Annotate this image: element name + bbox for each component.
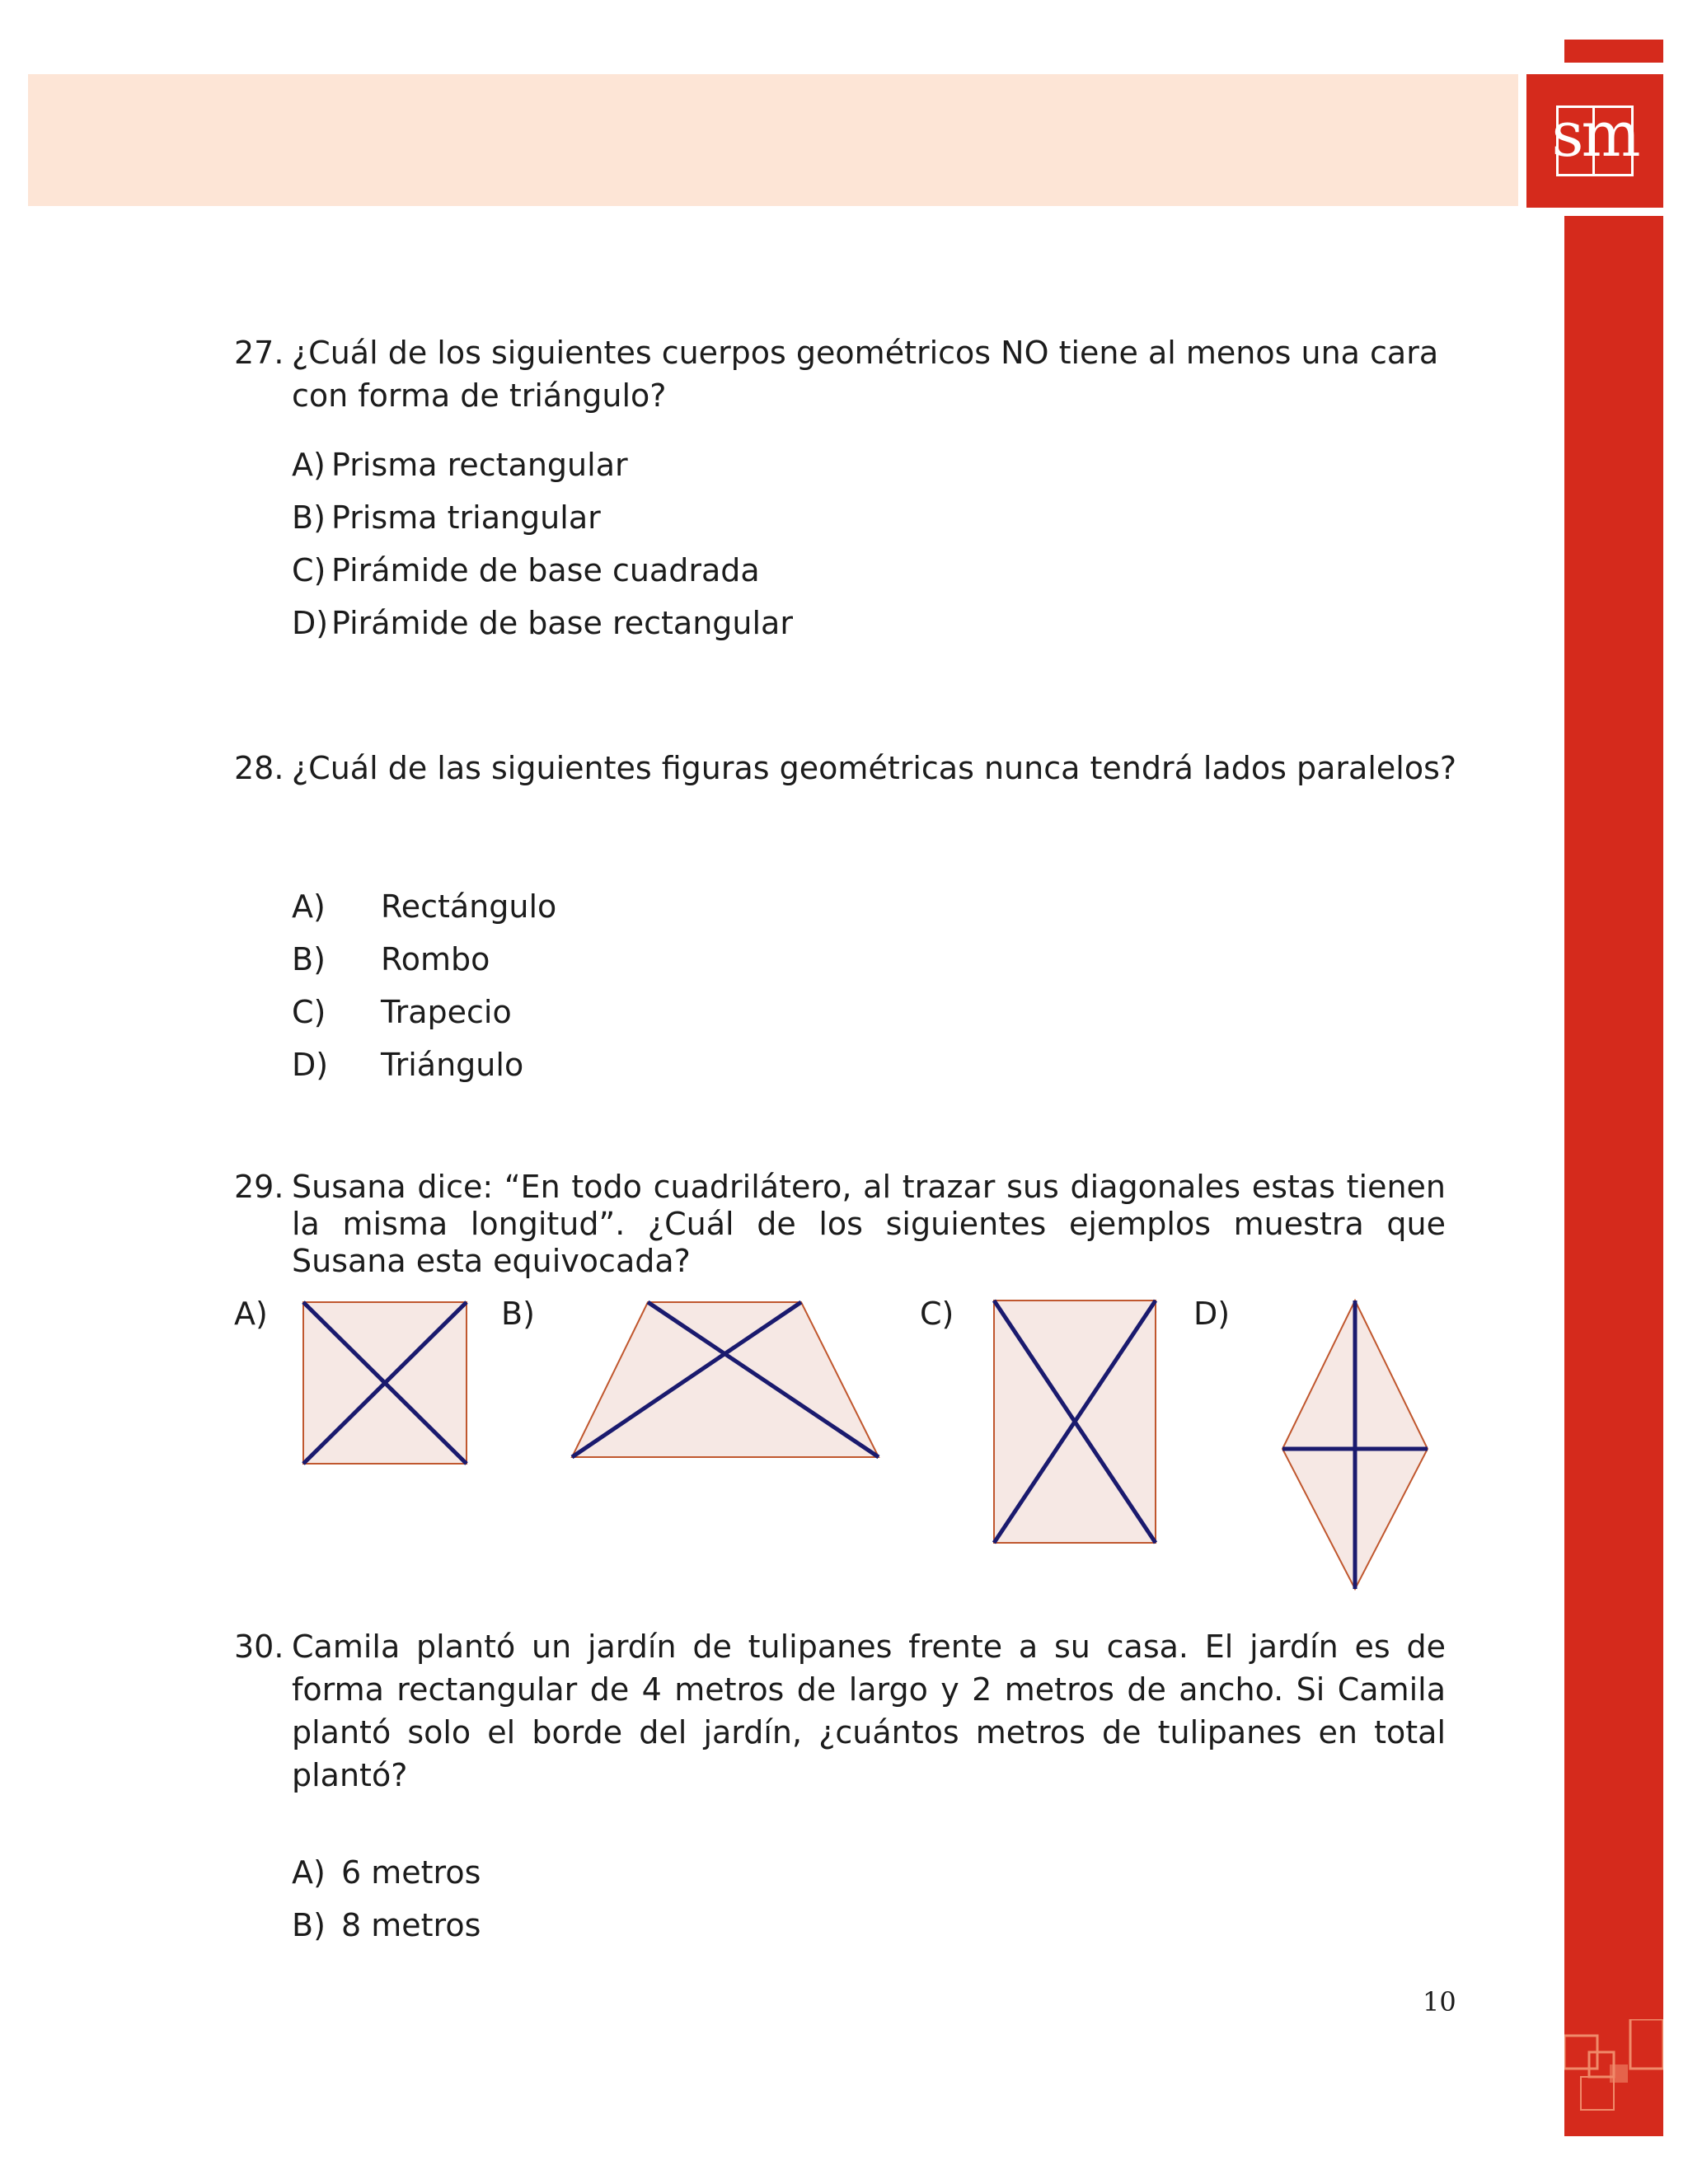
figure-label-a: A) — [234, 1296, 268, 1332]
q27-option-b: B) Prisma triangular — [292, 499, 601, 536]
side-red-bar — [1564, 216, 1663, 2136]
figure-a-square — [297, 1296, 470, 1469]
question-text: Camila plantó un jardín de tulipanes frente a su casa. El jardín es de forma rectangular de 4 metros de largo y 2 metros de ancho. Si Camila plantó solo el borde del jardín, ¿cuántos metros de tulipanes en total plantó? — [292, 1629, 1446, 1793]
q27-option-d: D) Pirámide de base rectangular — [292, 605, 793, 641]
q28-option-b: B) Rombo — [292, 941, 490, 977]
question-number: 28. — [234, 750, 284, 786]
question-text: Susana dice: “En todo cuadrilátero, al trazar sus diagonales estas tienen la misma longitud”. ¿Cuál de los siguientes ejemplos muestra que Susana esta equivocada? — [292, 1169, 1446, 1279]
q27-option-a: A) Prisma rectangular — [292, 447, 628, 483]
question-number: 27. — [234, 335, 284, 371]
question-text: ¿Cuál de los siguientes cuerpos geométricos NO tiene al menos una cara con forma de triángulo? — [292, 335, 1439, 414]
page-number: 10 — [1423, 1986, 1456, 2018]
figure-c-rectangle — [989, 1296, 1162, 1551]
q28-option-d: D) Triángulo — [292, 1047, 524, 1083]
figure-d-rhombus — [1278, 1296, 1434, 1601]
figure-b-trapezoid — [565, 1296, 887, 1469]
header-red-strip — [1564, 40, 1663, 63]
question-number: 29. — [234, 1169, 284, 1205]
sm-logo — [1526, 74, 1663, 208]
figure-label-b: B) — [501, 1296, 535, 1332]
logo-text: sm — [1551, 97, 1639, 171]
question-text: ¿Cuál de las siguientes figuras geométricas nunca tendrá lados paralelos? — [292, 750, 1457, 786]
question-number: 30. — [234, 1629, 284, 1665]
figure-label-c: C) — [920, 1296, 954, 1332]
q28-option-a: A) Rectángulo — [292, 888, 557, 925]
figure-label-d: D) — [1193, 1296, 1231, 1332]
decorative-squares — [1564, 2019, 1663, 2118]
trapezoid-shape — [572, 1302, 879, 1457]
q30-option-b: B) 8 metros — [292, 1907, 481, 1943]
header-band — [28, 74, 1518, 206]
q27-option-c: C) Pirámide de base cuadrada — [292, 552, 760, 588]
q30-option-a: A) 6 metros — [292, 1854, 481, 1891]
q28-option-c: C) Trapecio — [292, 994, 512, 1030]
